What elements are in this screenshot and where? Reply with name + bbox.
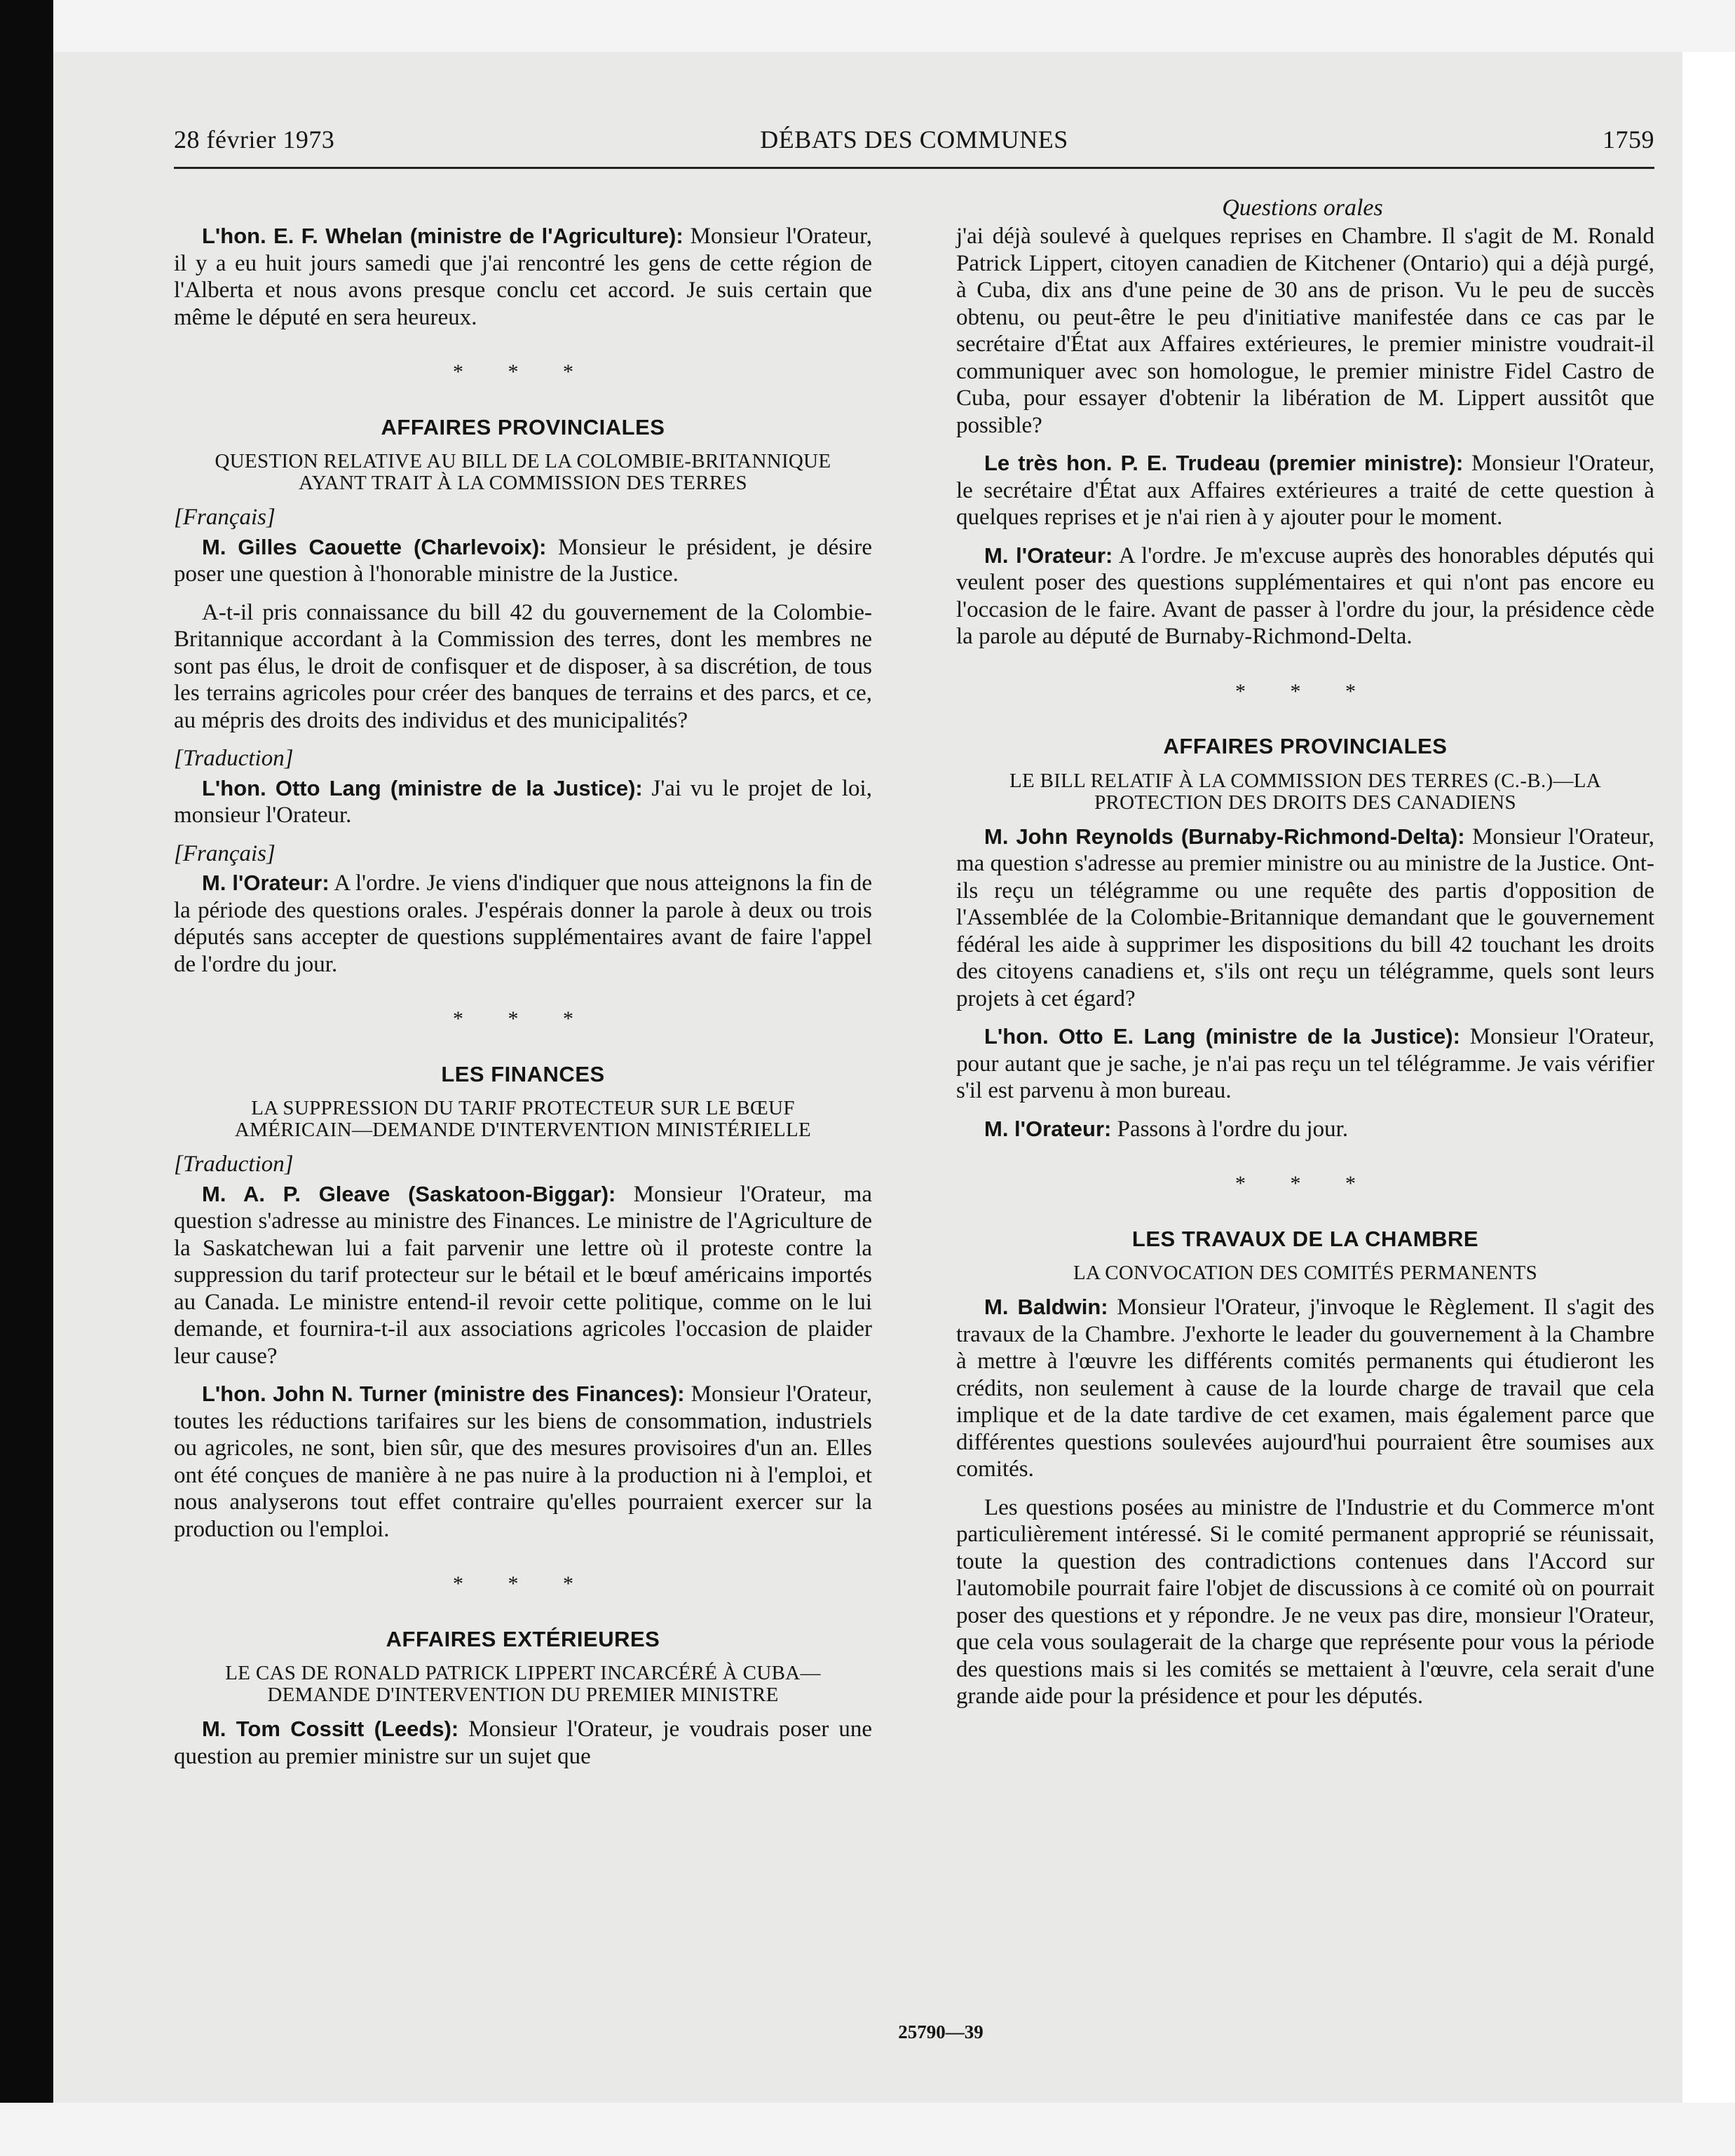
section-heading: AFFAIRES PROVINCIALES bbox=[381, 414, 665, 439]
speech-text: Monsieur l'Orateur, pour autant que je sache, je n'ai pas reçu un tel télégramme. Je vais vérifier s'il est parvenu à mon bureau. bbox=[956, 1024, 1654, 1103]
section-heading: AFFAIRES EXTÉRIEURES bbox=[386, 1626, 660, 1651]
paragraph: A-t-il pris connaissance du bill 42 du gouvernement de la Colombie-Britannique accordant à la Commission des terres, dont les membres ne sont pas élus, le droit de confisquer et de disposer, à sa discrétion, de tous les terrains agricoles pour créer des banques de terrains et des parcs, et ce, au mépris des droits des individus et des municipalités? bbox=[174, 599, 872, 733]
scan-border-top bbox=[0, 0, 1735, 52]
speech-text: Monsieur l'Orateur, j'invoque le Règlement. Il s'agit des travaux de la Chambre. J'exhorte le leader du gouvernement à la Chambre à mettre à l'œuvre les différents comités permanents qui étudieront les crédits, non seulement à cause de la lourde charge de travail que cela implique et de la date tardive de cet examen, mais également parce que différentes questions soulevées aujourd'hui pourraient être soumises aux comités. bbox=[956, 1295, 1654, 1482]
speaker-name: M. Tom Cossitt (Leeds): bbox=[202, 1717, 459, 1741]
speech-text: A l'ordre. Je m'excuse auprès des honorables députés qui veulent poser des questions supplémentaires et qui n'ont pas encore eu l'occasion de le faire. Avant de passer à l'ordre du jour, la présidence cède la parole au député de Burnaby-Richmond-Delta. bbox=[956, 543, 1654, 649]
speech-text: J'ai vu le projet de loi, monsieur l'Orateur. bbox=[174, 775, 872, 828]
document-page bbox=[53, 52, 1682, 2103]
speaker-name: M. l'Orateur: bbox=[202, 871, 329, 895]
speaker-name: M. Baldwin: bbox=[984, 1295, 1108, 1319]
section-subheading: LE CAS DE RONALD PATRICK LIPPERT INCARCÉRÉ À CUBA—DEMANDE D'INTERVENTION DU PREMIER MINISTRE bbox=[225, 1662, 821, 1706]
speaker-name: L'hon. Otto Lang (ministre de la Justice): bbox=[202, 775, 643, 800]
section-subheading: LA SUPPRESSION DU TARIF PROTECTEUR SUR LE BŒUF AMÉRICAIN—DEMANDE D'INTERVENTION MINISTÉRIELLE bbox=[234, 1097, 812, 1141]
speaker-name: M. l'Orateur: bbox=[984, 543, 1113, 568]
speech-text: A l'ordre. Je viens d'indiquer que nous atteignons la fin de la période des questions orales. J'espérais donner la parole à deux ou trois députés sans accepter de questions supplémentaires avant de faire l'appel de l'ordre du jour. bbox=[174, 871, 872, 977]
paragraph: Les questions posées au ministre de l'Industrie et du Commerce m'ont particulièrement intéressé. Si le comité permanent approprié se réunissait, toute la question des contradictions contenues dans l'Accord sur l'automobile pourrait faire l'objet de discussions à ce comité où on pourrait poser des questions et y répondre. Je ne veux pas dire, monsieur l'Orateur, que cela vous soulagerait de la charge que représente pour vous la période des questions mais si les comités se mettaient à l'œuvre, cela serait d'une grande aide pour la présidence et pour les députés. bbox=[956, 1494, 1654, 1709]
section-subheading: LE BILL RELATIF À LA COMMISSION DES TERRES (C.-B.)—LA PROTECTION DES DROITS DES CANADIENS bbox=[1009, 769, 1602, 814]
speech-text: Monsieur l'Orateur, le secrétaire d'État aux Affaires extérieures a traité de cette question à quelques reprises et je n'ai rien à y ajouter pour le moment. bbox=[956, 451, 1654, 530]
paragraph bbox=[956, 450, 1654, 531]
paragraph bbox=[956, 1294, 1654, 1483]
header-date: 28 février 1973 bbox=[174, 125, 335, 153]
paragraph bbox=[174, 870, 872, 978]
speaker-name: M. John Reynolds (Burnaby-Richmond-Delta): bbox=[984, 824, 1465, 849]
speech-text: Passons à l'ordre du jour. bbox=[1111, 1116, 1349, 1142]
paragraph bbox=[174, 223, 872, 331]
speaker-name: L'hon. John N. Turner (ministre des Finances): bbox=[202, 1381, 685, 1406]
header-page-number: 1759 bbox=[1603, 125, 1654, 153]
paragraph bbox=[174, 534, 872, 588]
section-separator: * * * bbox=[1235, 679, 1375, 703]
speaker-name: M. Gilles Caouette (Charlevoix): bbox=[202, 534, 547, 559]
paragraph bbox=[174, 1181, 872, 1370]
language-marker: [Français] bbox=[174, 505, 275, 530]
header-title: DÉBATS DES COMMUNES bbox=[760, 125, 1068, 153]
page-footer-code: 25790—39 bbox=[898, 2021, 984, 2042]
running-head: Questions orales bbox=[1222, 195, 1383, 221]
section-subheading: QUESTION RELATIVE AU BILL DE LA COLOMBIE-BRITANNIQUE AYANT TRAIT À LA COMMISSION DES TERRES bbox=[215, 450, 831, 494]
section-separator: * * * bbox=[1235, 1172, 1375, 1195]
section-heading: AFFAIRES PROVINCIALES bbox=[1163, 734, 1448, 758]
speaker-name: M. l'Orateur: bbox=[984, 1116, 1112, 1141]
section-separator: * * * bbox=[453, 1572, 593, 1595]
header-rule bbox=[174, 167, 1654, 169]
scan-border-bottom bbox=[0, 2103, 1735, 2156]
paragraph bbox=[174, 1716, 872, 1770]
section-heading: LES FINANCES bbox=[441, 1061, 605, 1086]
paragraph bbox=[956, 543, 1654, 650]
paragraph bbox=[956, 824, 1654, 1013]
speaker-name: Le très hon. P. E. Trudeau (premier ministre): bbox=[984, 451, 1464, 475]
paragraph: j'ai déjà soulevé à quelques reprises en Chambre. Il s'agit de M. Ronald Patrick Lippert, citoyen canadien de Kitchener (Ontario) qui a déjà purgé, à Cuba, dix ans d'une peine de 30 ans de prison. Vu le peu de succès obtenu, ou peut-être le peu d'initiative manifestée dans ce cas par le secrétaire d'État aux Affaires extérieures, le premier ministre voudrait-il communiquer avec son homologue, le premier ministre Fidel Castro de Cuba, pour essayer d'obtenir la libération de M. Lippert aussitôt que possible? bbox=[956, 224, 1654, 438]
speech-text: Monsieur l'Orateur, ma question s'adresse au ministre des Finances. Le ministre de l'Agriculture de la Saskatchewan lui a fait parvenir une lettre où il proteste contre la suppression du tarif protecteur sur le bétail et le bœuf américains importés au Canada. Le ministre entend-il revoir cette politique, comme on le lui demande, et fournira-t-il aux associations agricoles l'occasion de plaider leur cause? bbox=[174, 1181, 872, 1369]
scan-border-left bbox=[0, 0, 53, 2156]
paragraph bbox=[174, 1381, 872, 1543]
speaker-name: M. A. P. Gleave (Saskatoon-Biggar): bbox=[202, 1181, 616, 1206]
right-column bbox=[956, 223, 1654, 1721]
speech-text: Monsieur l'Orateur, il y a eu huit jours samedi que j'ai rencontré les gens de cette région de l'Alberta et nous avons presque conclu cet accord. Je suis certain que même le député en sera heureux. bbox=[174, 224, 872, 330]
section-subheading: LA CONVOCATION DES COMITÉS PERMANENTS bbox=[1073, 1262, 1538, 1284]
paragraph bbox=[174, 775, 872, 829]
language-marker: [Traduction] bbox=[174, 1152, 294, 1177]
speaker-name: L'hon. Otto E. Lang (ministre de la Justice): bbox=[984, 1024, 1460, 1049]
language-marker: [Traduction] bbox=[174, 746, 294, 771]
section-separator: * * * bbox=[453, 360, 593, 383]
speech-text: Monsieur l'Orateur, toutes les réductions tarifaires sur les biens de consommation, industriels ou agricoles, ne sont, bien sûr, que des mesures provisoires d'un an. Elles ont été conçues de manière à ne pas nuire à la production ni à l'emploi, et nous analyserons tout effet contraire qu'elles pourraient exercer sur la production ou l'emploi. bbox=[174, 1381, 872, 1542]
speech-text: Monsieur le président, je désire poser une question à l'honorable ministre de la Justice. bbox=[174, 534, 872, 587]
speech-text: Monsieur l'Orateur, je voudrais poser une question au premier ministre sur un sujet que bbox=[174, 1717, 872, 1769]
section-heading: LES TRAVAUX DE LA CHAMBRE bbox=[1131, 1226, 1479, 1251]
paragraph bbox=[956, 1116, 1654, 1143]
language-marker: [Français] bbox=[174, 840, 275, 866]
section-separator: * * * bbox=[453, 1007, 593, 1030]
left-column bbox=[174, 223, 872, 1781]
paragraph bbox=[956, 1023, 1654, 1105]
speaker-name: L'hon. E. F. Whelan (ministre de l'Agriculture): bbox=[202, 224, 683, 248]
speech-text: Monsieur l'Orateur, ma question s'adresse au premier ministre ou au ministre de la Justice. Ont-ils reçu un télégramme ou une requête des partis d'opposition de l'Assemblée de la Colombie-Britannique demandant que le gouvernement fédéral les aide à supprimer les dispositions du bill 42 touchant les droits des citoyens canadiens et, s'ils ont reçu un télégramme, quels sont leurs projets à cet égard? bbox=[956, 824, 1654, 1011]
